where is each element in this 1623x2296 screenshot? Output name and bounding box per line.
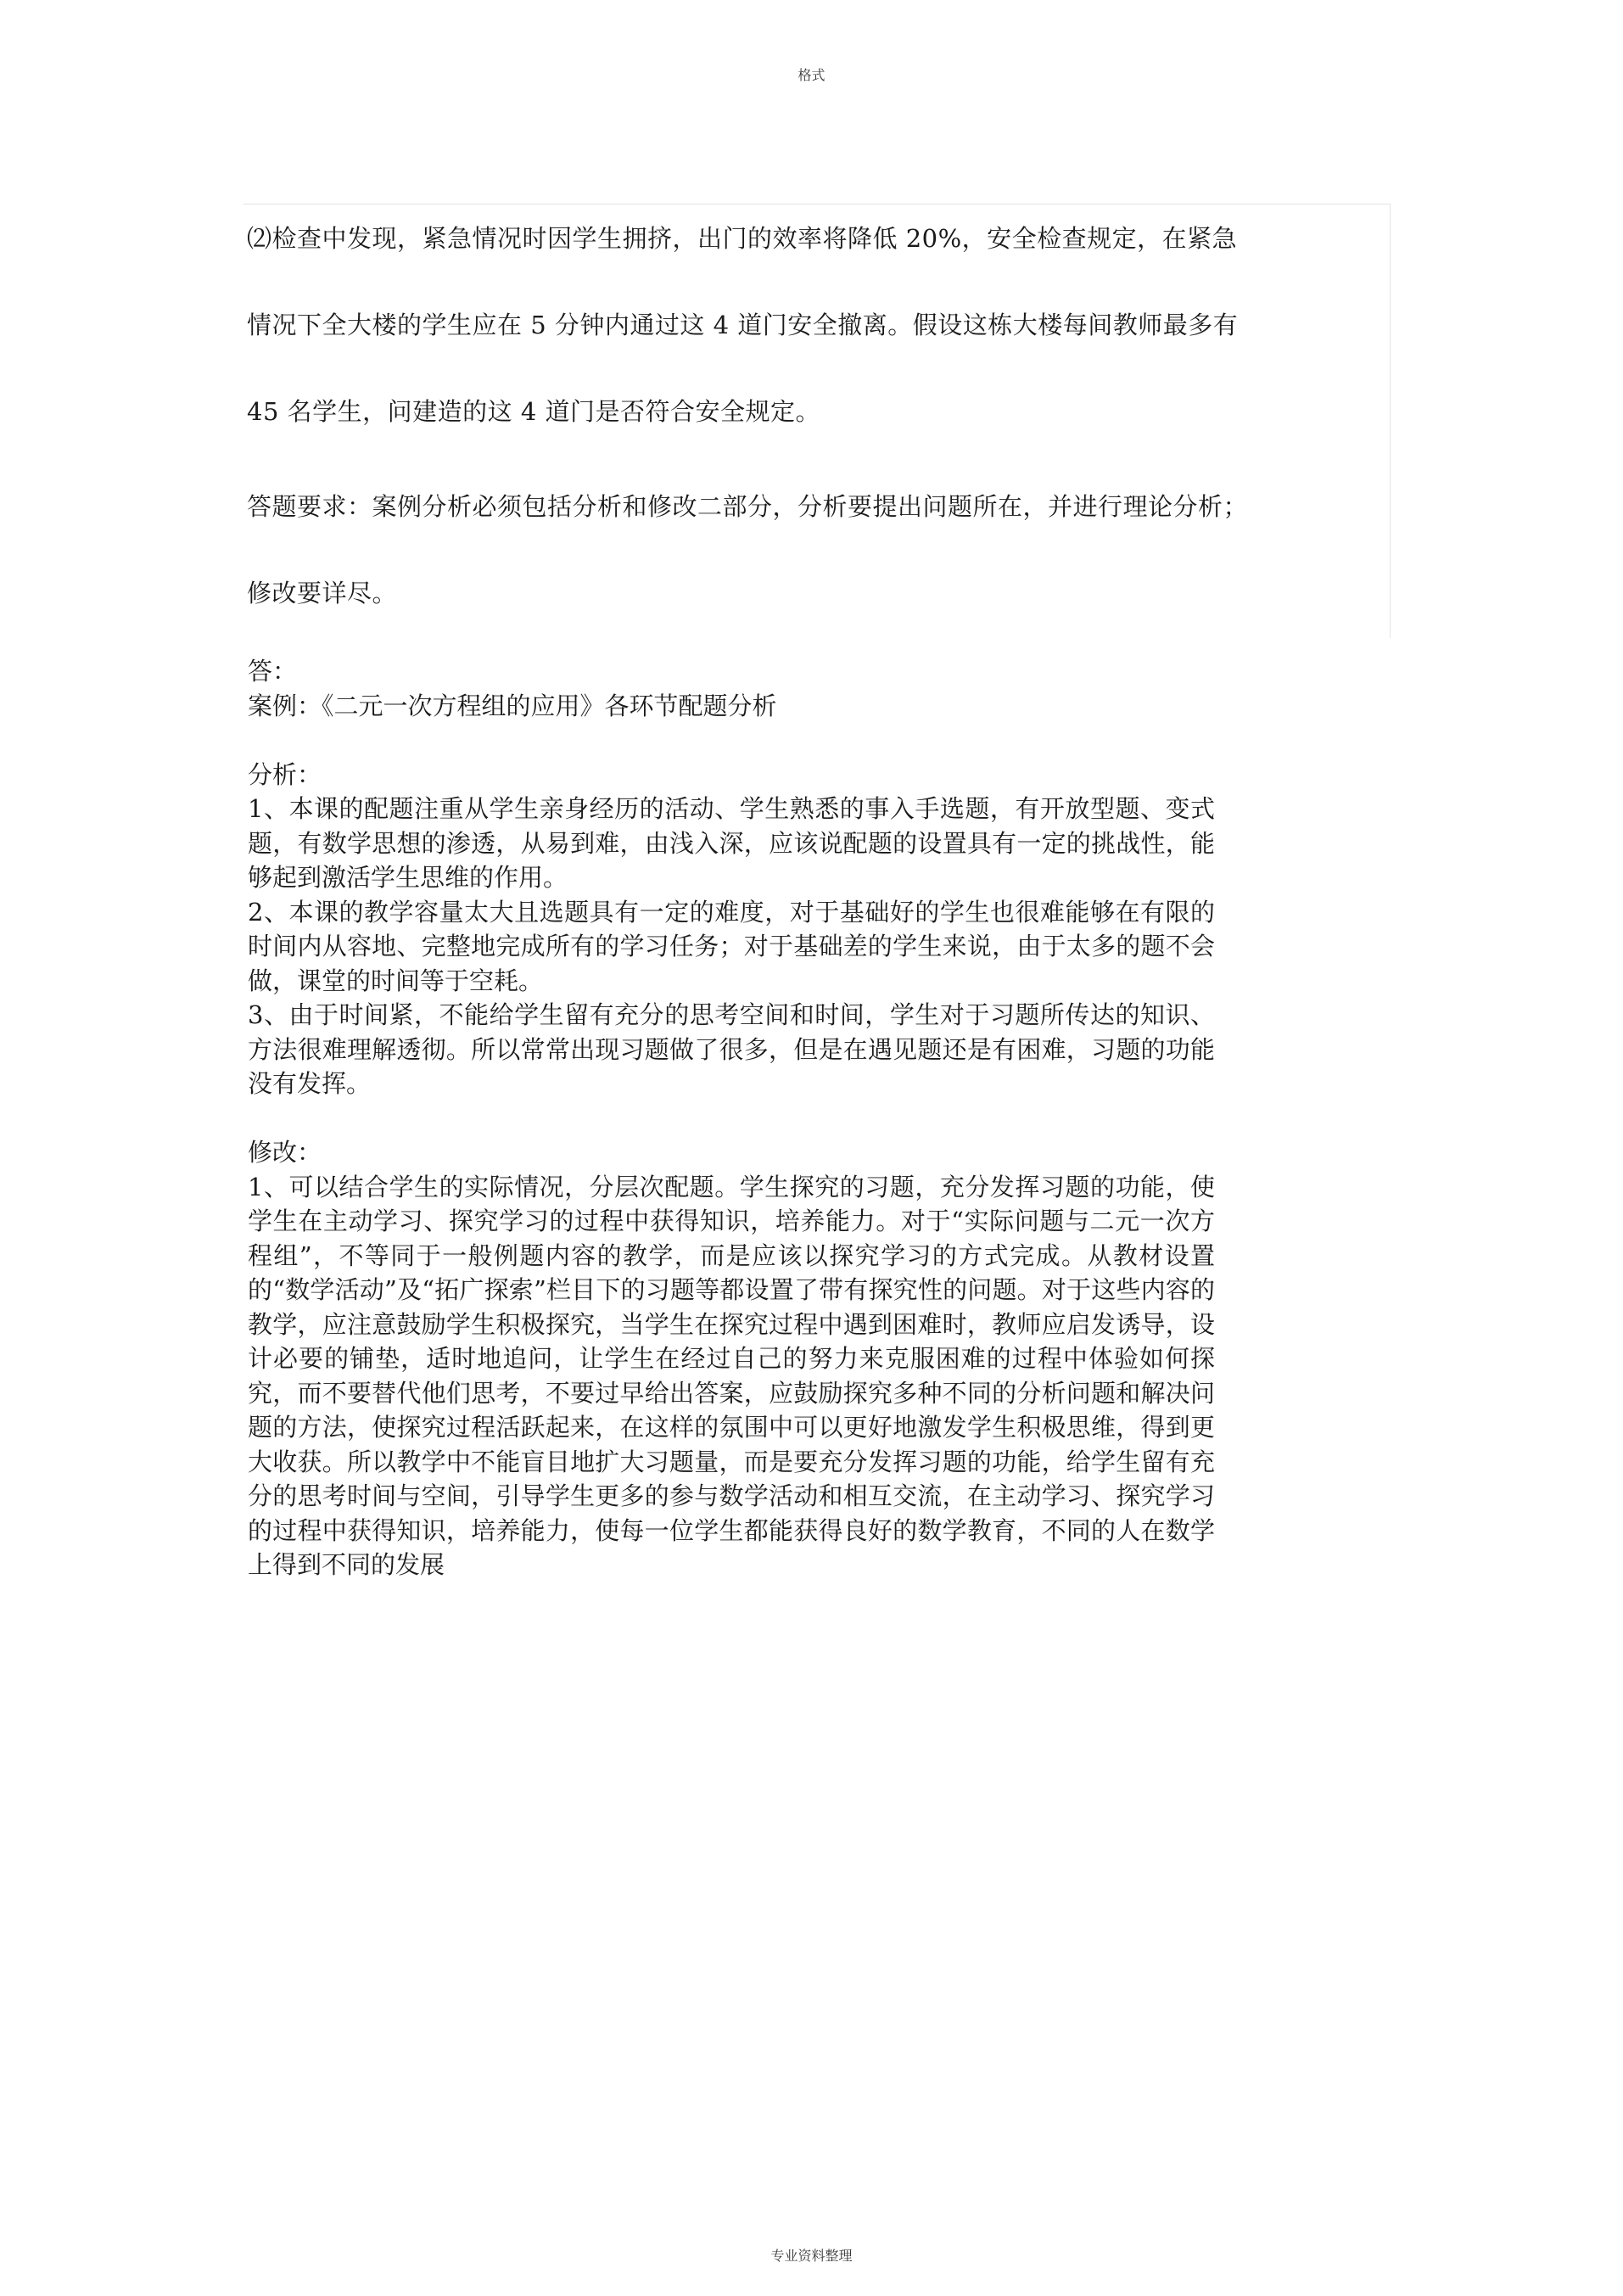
requirement-line: 答题要求：案例分析必须包括分析和修改二部分，分析要提出问题所在，并进行理论分析；	[247, 492, 1249, 521]
analysis-point-1: 1、本课的配题注重从学生亲身经历的活动、学生熟悉的事入手选题，有开放型题、变式题，有数学思想的渗透，从易到难，由浅入深，应该说配题的设置具有一定的挑战性，能够起到激活学生思维的作用。	[248, 794, 1215, 892]
answer-label: 答：	[248, 657, 298, 686]
requirement-line: 修改要详尽。	[247, 579, 398, 608]
question-line: ⑵检查中发现，紧急情况时因学生拥挤，出门的效率将降低 20%，安全检查规定，在紧急	[247, 224, 1238, 253]
spacer	[248, 723, 1215, 758]
revision-point-1: 1、可以结合学生的实际情况，分层次配题。学生探究的习题，充分发挥习题的功能，使学生在主动学习、探究学习的过程中获得知识，培养能力。对于“实际问题与二元一次方程组”，不等同于一般例题内容的教学，而是应该以探究学习的方式完成。从教材设置的“数学活动”及“拓广探索”栏目下的习题等都设置了带有探究性的问题。对于这些内容的教学，应注意鼓励学生积极探究，当学生在探究过程中遇到困难时，教师应启发诱导，设计必要的铺垫，适时地追问，让学生在经过自己的努力来克服困难的过程中体验如何探究，而不要替代他们思考，不要过早给出答案，应鼓励探究多种不同的分析问题和解决问题的方法，使探究过程活跃起来，在这样的氛围中可以更好地激发学生积极思维，得到更大收获。所以教学中不能盲目地扩大习题量，而是要充分发挥习题的功能，给学生留有充分的思考时间与空间，引导学生更多的参与数学活动和相互交流，在主动学习、探究学习的过程中获得知识，培养能力，使每一位学生都能获得良好的数学教育，不同的人在数学上得到不同的发展	[248, 1172, 1215, 1579]
question-line: 情况下全大楼的学生应在 5 分钟内通过这 4 道门安全撤离。假设这栋大楼每间教师最多有	[247, 311, 1239, 339]
revision-heading: 修改：	[248, 1138, 322, 1167]
case-title: 案例：《二元一次方程组的应用》各环节配题分析	[248, 691, 777, 720]
page-footer: 专业资料整理	[770, 2248, 853, 2264]
page-header: 格式	[798, 67, 825, 83]
question-box	[243, 204, 1391, 638]
spacer	[248, 1101, 1215, 1136]
analysis-point-3: 3、由于时间紧，不能给学生留有充分的思考空间和时间，学生对于习题所传达的知识、方法很难理解透彻。所以常常出现习题做了很多，但是在遇见题还是有困难，习题的功能没有发挥。	[248, 1000, 1215, 1098]
analysis-point-2: 2、本课的教学容量太大且选题具有一定的难度，对于基础好的学生也很难能够在有限的时间内从容地、完整地完成所有的学习任务；对于基础差的学生来说，由于太多的题不会做，课堂的时间等于空耗。	[248, 897, 1215, 995]
answer-section	[248, 654, 1215, 1582]
analysis-heading: 分析：	[248, 759, 322, 789]
question-line: 45 名学生，问建造的这 4 道门是否符合安全规定。	[247, 397, 821, 426]
